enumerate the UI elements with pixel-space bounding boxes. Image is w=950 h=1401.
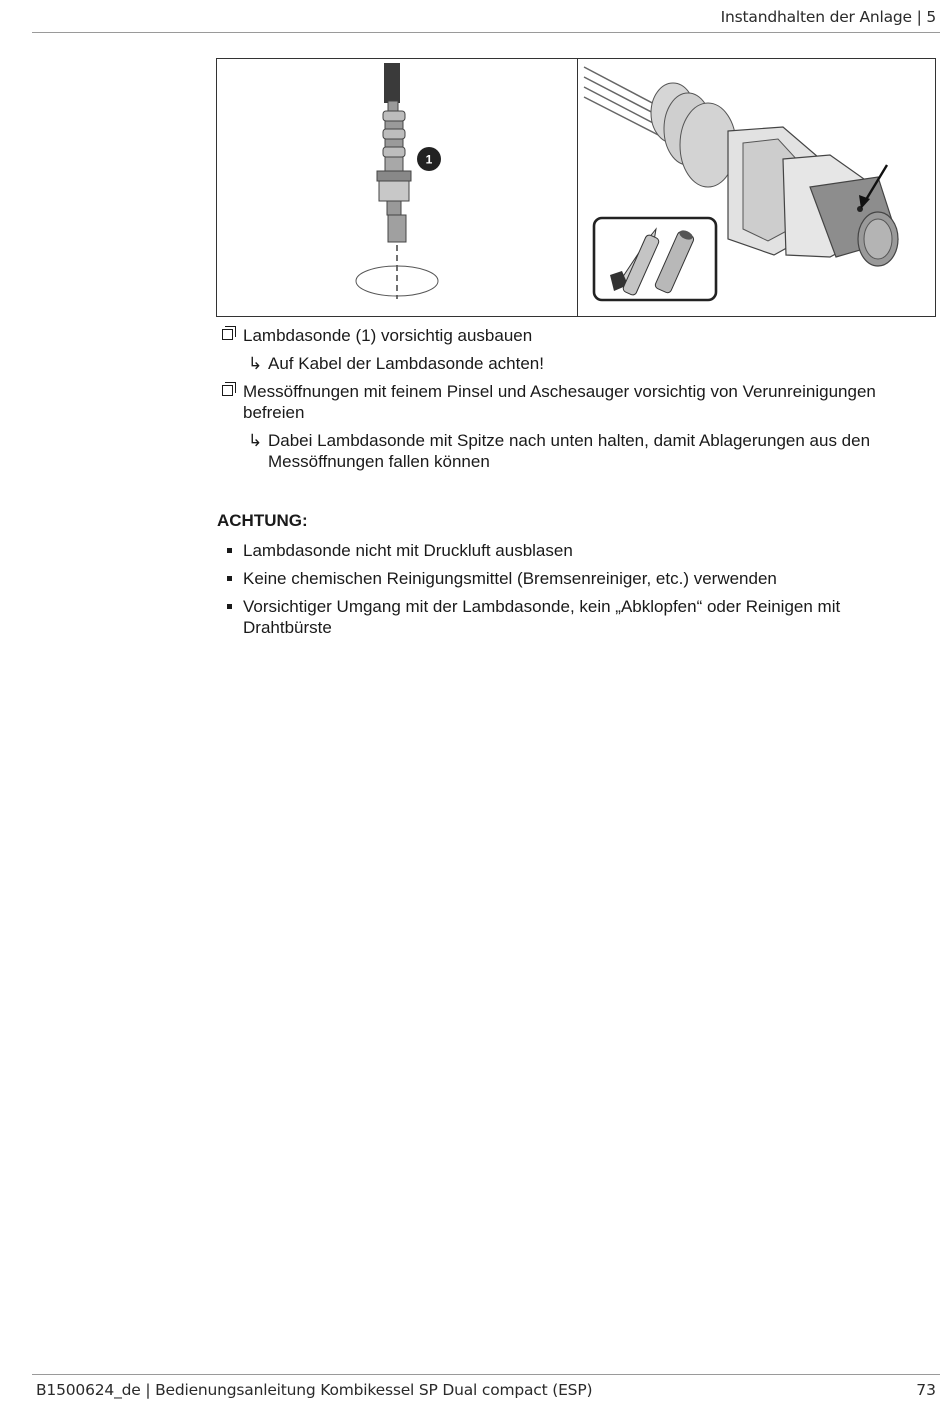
warning-item-text: Vorsichtiger Umgang mit der Lambdasonde, kein „Abklopfen“ oder Reinigen mit Drahtbürste [243, 597, 841, 637]
warning-item-text: Lambdasonde nicht mit Druckluft ausblasen [243, 541, 573, 560]
result-step-text: Auf Kabel der Lambdasonde achten! [268, 354, 544, 373]
warning-title: ACHTUNG: [217, 511, 308, 530]
result-step [218, 353, 928, 374]
footer-divider [32, 1374, 940, 1375]
instruction-steps [218, 325, 928, 479]
result-arrow-icon: ↳ [248, 431, 263, 450]
action-step [218, 325, 928, 346]
action-checkbox-icon [222, 385, 233, 396]
result-step-text: Dabei Lambdasonde mit Spitze nach unten halten, damit Ablagerungen aus den Messöffnungen fallen können [268, 431, 871, 471]
warning-item-text: Keine chemischen Reinigungsmittel (Bremsenreiniger, etc.) verwenden [243, 569, 777, 588]
warning-item [218, 540, 928, 561]
action-step-text: Lambdasonde (1) vorsichtig ausbauen [243, 326, 533, 345]
warning-item [218, 596, 928, 638]
lambda-probe-removal-illustration [217, 59, 577, 316]
footer-document-title: B1500624_de | Bedienungsanleitung Kombikessel SP Dual compact (ESP) [36, 1381, 593, 1399]
action-step [218, 381, 928, 423]
header-divider [32, 32, 940, 33]
result-arrow-icon: ↳ [248, 354, 263, 373]
bullet-icon [227, 576, 232, 581]
action-checkbox-icon [222, 329, 233, 340]
illustration-figure [216, 58, 936, 317]
action-step-text: Messöffnungen mit feinem Pinsel und Aschesauger vorsichtig von Verunreinigungen befreien [243, 382, 876, 422]
bullet-icon [227, 604, 232, 609]
warning-list [218, 540, 928, 645]
page-header: Instandhalten der Anlage | 5 [720, 8, 936, 26]
bullet-icon [227, 548, 232, 553]
page-number: 73 [916, 1381, 936, 1399]
probe-cleaning-illustration [578, 59, 936, 316]
warning-item [218, 568, 928, 589]
callout-number: 1 [425, 152, 433, 167]
result-step [218, 430, 928, 472]
